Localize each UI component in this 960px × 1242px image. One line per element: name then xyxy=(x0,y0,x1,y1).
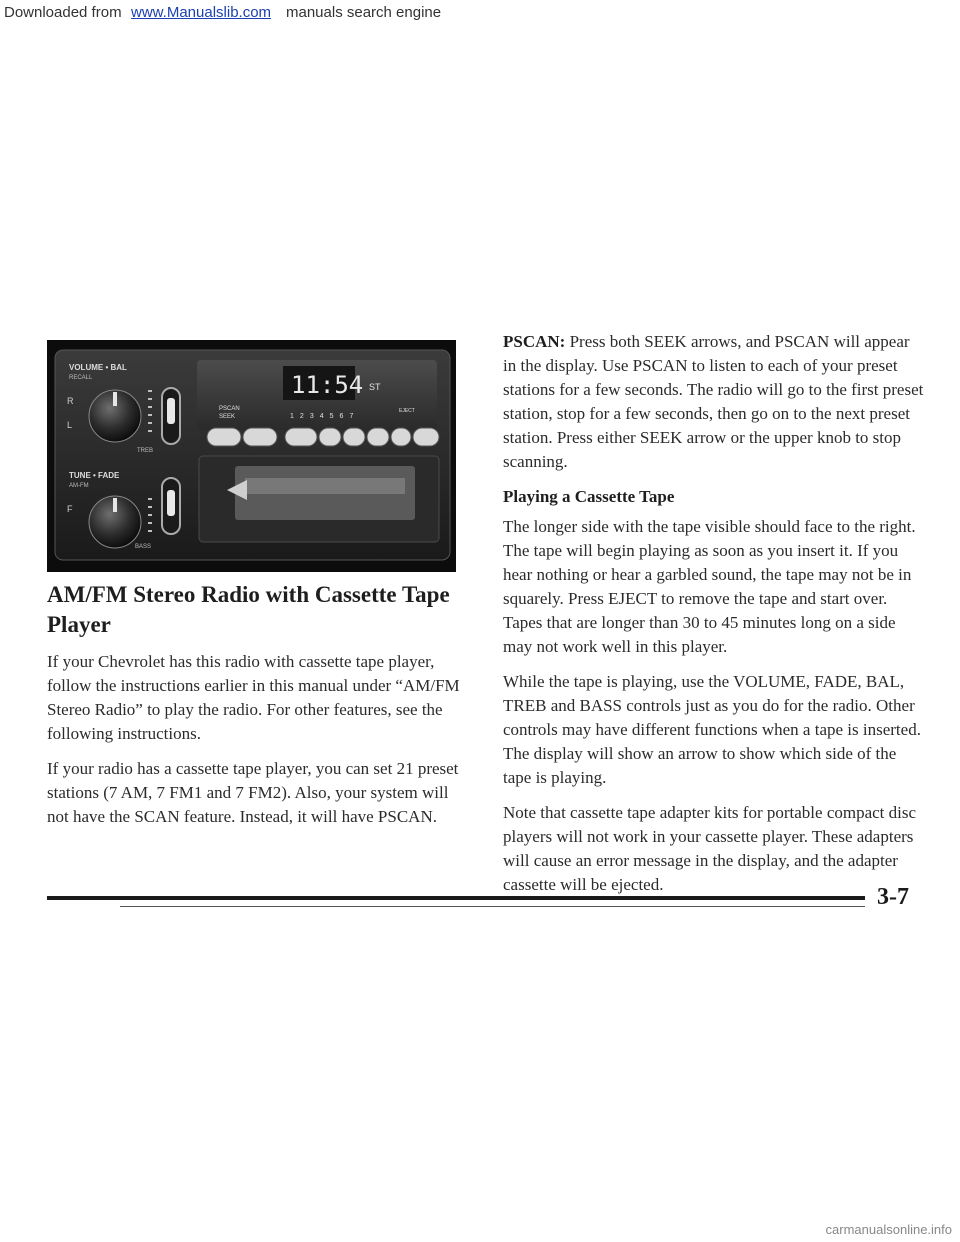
r-label: R xyxy=(67,396,74,406)
page-number: 3-7 xyxy=(877,884,909,910)
treb-label: TREB xyxy=(137,448,154,454)
preset-numbers: 1234567 xyxy=(290,413,360,420)
manualslib-link[interactable]: www.Manualslib.com xyxy=(131,4,272,21)
preset-5-button[interactable] xyxy=(391,428,411,446)
pscan-lead: PSCAN: xyxy=(503,332,566,351)
right-column xyxy=(503,330,925,908)
subheading: Playing a Cassette Tape xyxy=(503,487,675,506)
radio-photo xyxy=(47,340,456,572)
preset-2-button[interactable] xyxy=(319,428,341,446)
download-banner xyxy=(0,0,960,26)
eject-label: EJECT xyxy=(399,408,415,414)
preset-3-button[interactable] xyxy=(343,428,365,446)
banner-prefix: Downloaded from xyxy=(4,4,122,21)
preset-4-button[interactable] xyxy=(367,428,389,446)
footer-rule xyxy=(47,896,865,900)
paragraph: While the tape is playing, use the VOLUME, FADE, BAL, TREB and BASS controls just as you do for the radio. Other controls may have different functions when a tape is inserted. The display will show an arrow to show which side of the tape is playing. xyxy=(503,672,921,787)
l-label: L xyxy=(67,420,73,430)
preset-1-button[interactable] xyxy=(285,428,317,446)
left-column xyxy=(47,580,467,840)
seek-down-button[interactable] xyxy=(207,428,241,446)
section-heading: AM/FM Stereo Radio with Cassette Tape Player xyxy=(47,582,450,637)
banner-suffix: manuals search engine xyxy=(286,4,442,21)
volume-knob[interactable] xyxy=(89,390,141,442)
footer-rule-thin xyxy=(120,906,865,907)
pscan-text: Press both SEEK arrows, and PSCAN will appear in the display. Use PSCAN to listen to each of your preset stations for a few seconds. The radio will go to the first preset station, stop for a few seconds, then go on to the next preset station. Press either SEEK arrow or the upper knob to stop scanning. xyxy=(503,332,924,471)
am-fm-label: AM-FM xyxy=(69,483,89,489)
pscan-label: PSCAN xyxy=(219,406,240,412)
volume-bal-label: VOLUME • BAL xyxy=(69,363,127,372)
f-label: F xyxy=(67,504,73,514)
bass-slider[interactable] xyxy=(162,478,180,534)
paragraph: If your radio has a cassette tape player, you can set 21 preset stations (7 AM, 7 FM1 and 7 FM2). Also, your system will not have the SCAN feature. Instead, it will have PSCAN. xyxy=(47,759,459,826)
treb-slider[interactable] xyxy=(162,388,180,444)
seek-label: SEEK xyxy=(219,414,236,420)
tune-fade-label: TUNE • FADE xyxy=(69,471,120,480)
footer-site: carmanualsonline.info xyxy=(825,1222,952,1237)
display-time: 11:54 xyxy=(291,371,364,399)
seek-up-button[interactable] xyxy=(243,428,277,446)
tune-knob[interactable] xyxy=(89,496,141,548)
eject-button[interactable] xyxy=(413,428,439,446)
pscan-paragraph xyxy=(503,330,925,474)
paragraph: Note that cassette tape adapter kits for portable compact disc players will not work in your cassette player. These adapters will cause an error message in the display, and the adapter cassette will be ejected. xyxy=(503,803,917,894)
display-st: ST xyxy=(369,382,381,392)
recall-label: RECALL xyxy=(69,375,93,381)
paragraph: The longer side with the tape visible should face to the right. The tape will begin playing as soon as you insert it. If you hear nothing or hear a garbled sound, the tape may not be in squarely. Press EJECT to remove the tape and start over. Tapes that are longer than 30 to 45 minutes long on a side may not work well in this player. xyxy=(503,517,916,656)
bass-label: BASS xyxy=(135,544,152,550)
cassette-slot[interactable] xyxy=(199,456,439,542)
paragraph: If your Chevrolet has this radio with cassette tape player, follow the instructions earlier in this manual under “AM/FM Stereo Radio” to play the radio. For other features, see the following instructions. xyxy=(47,652,460,743)
